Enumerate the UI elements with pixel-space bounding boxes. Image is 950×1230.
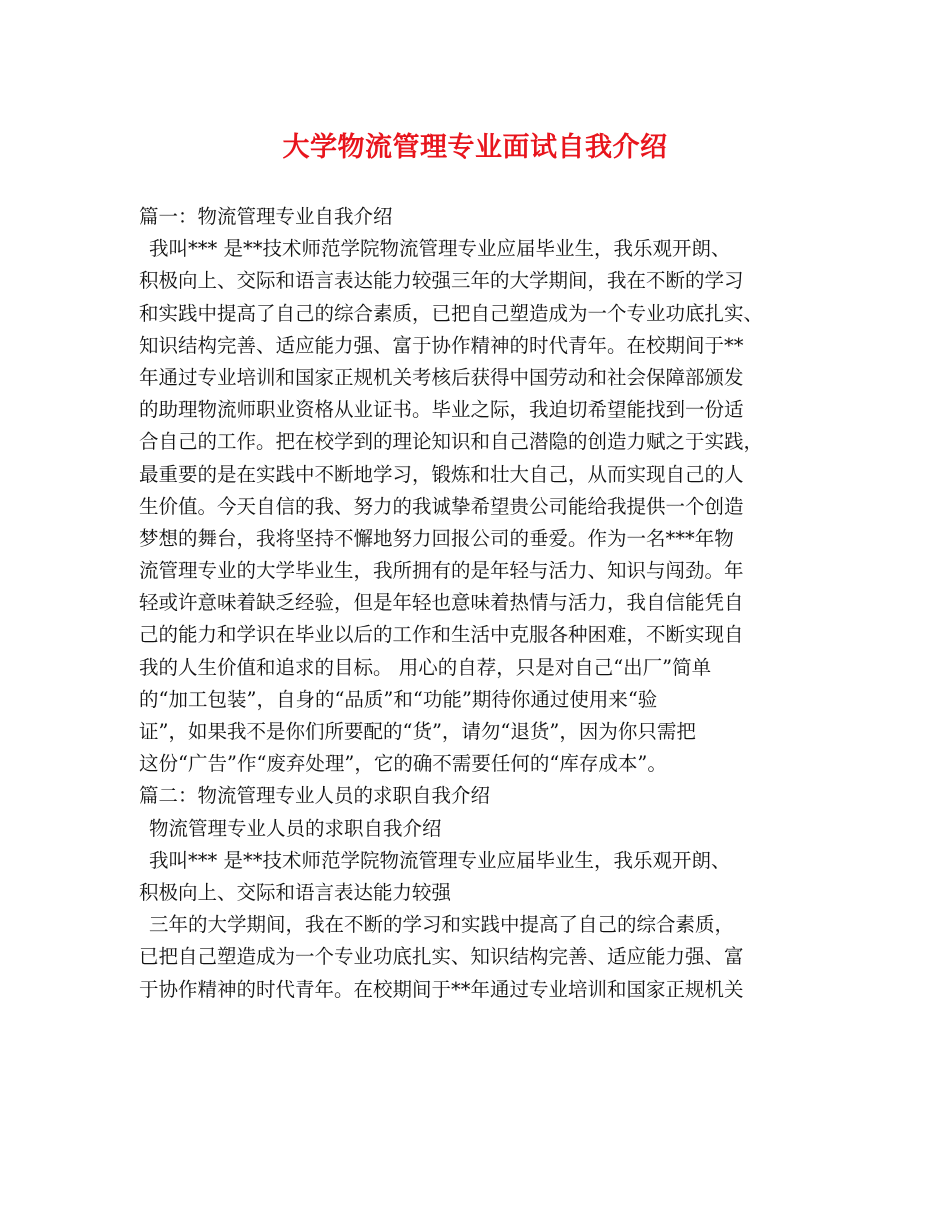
text-line: 知识结构完善、适应能力强、富于协作精神的时代青年。在校期间于** (139, 333, 744, 357)
text-line: 我叫*** 是**技术师范学院物流管理专业应届毕业生，我乐观开朗、 (149, 848, 731, 872)
text-line: 梦想的舞台，我将坚持不懈地努力回报公司的垂爱。作为一名***年物 (139, 526, 734, 550)
document-title: 大学物流管理专业面试自我介绍 (282, 132, 668, 163)
text-line: 篇二：物流管理专业人员的求职自我介绍 (139, 784, 491, 808)
text-line: 的“加工包装”，自身的“品质”和“功能”期待你通过使用来“验 (139, 687, 658, 711)
text-line: 篇一：物流管理专业自我介绍 (139, 205, 393, 228)
text-line: 轻或许意味着缺乏经验，但是年轻也意味着热情与活力，我自信能凭自 (139, 591, 744, 615)
text-line: 流管理专业的大学毕业生，我所拥有的是年轻与活力、知识与闯劲。年 (139, 559, 744, 583)
text-line: 三年的大学期间，我在不断的学习和实践中提高了自己的综合素质， (149, 913, 735, 937)
text-line: 我叫*** 是**技术师范学院物流管理专业应届毕业生，我乐观开朗、 (149, 237, 731, 261)
document-body (139, 201, 819, 1006)
text-line: 己的能力和学识在毕业以后的工作和生活中克服各种困难，不断实现自 (139, 623, 744, 647)
text-line: 生价值。今天自信的我、努力的我诚挚希望贵公司能给我提供一个创造 (139, 494, 744, 518)
text-line: 积极向上、交际和语言表达能力较强 (139, 880, 452, 904)
text-line: 我的人生价值和追求的目标。 用心的自荐，只是对自己“出厂”简单 (139, 655, 712, 679)
text-line: 最重要的是在实践中不断地学习，锻炼和壮大自己，从而实现自己的人 (139, 462, 744, 486)
text-line: 合自己的工作。把在校学到的理论知识和自己潜隐的创造力赋之于实践， (139, 430, 764, 454)
text-line: 证”，如果我不是你们所要配的“货”，请勿“退货”，因为你只需把 (139, 720, 696, 743)
text-line: 和实践中提高了自己的综合素质，已把自己塑造成为一个专业功底扎实、 (139, 301, 764, 325)
text-line: 的助理物流师职业资格从业证书。毕业之际，我迫切希望能找到一份适 (139, 398, 744, 422)
text-line: 物流管理专业人员的求职自我介绍 (149, 816, 442, 840)
text-line: 积极向上、交际和语言表达能力较强三年的大学期间，我在不断的学习 (139, 269, 744, 293)
text-line: 已把自己塑造成为一个专业功底扎实、知识结构完善、适应能力强、富 (139, 945, 744, 969)
text-line: 这份“广告”作“废弃处理”，它的确不需要任何的“库存成本”。 (139, 752, 667, 776)
text-line: 年通过专业培训和国家正规机关考核后获得中国劳动和社会保障部颁发 (139, 365, 744, 389)
text-line: 于协作精神的时代青年。在校期间于**年通过专业培训和国家正规机关 (139, 977, 744, 1001)
